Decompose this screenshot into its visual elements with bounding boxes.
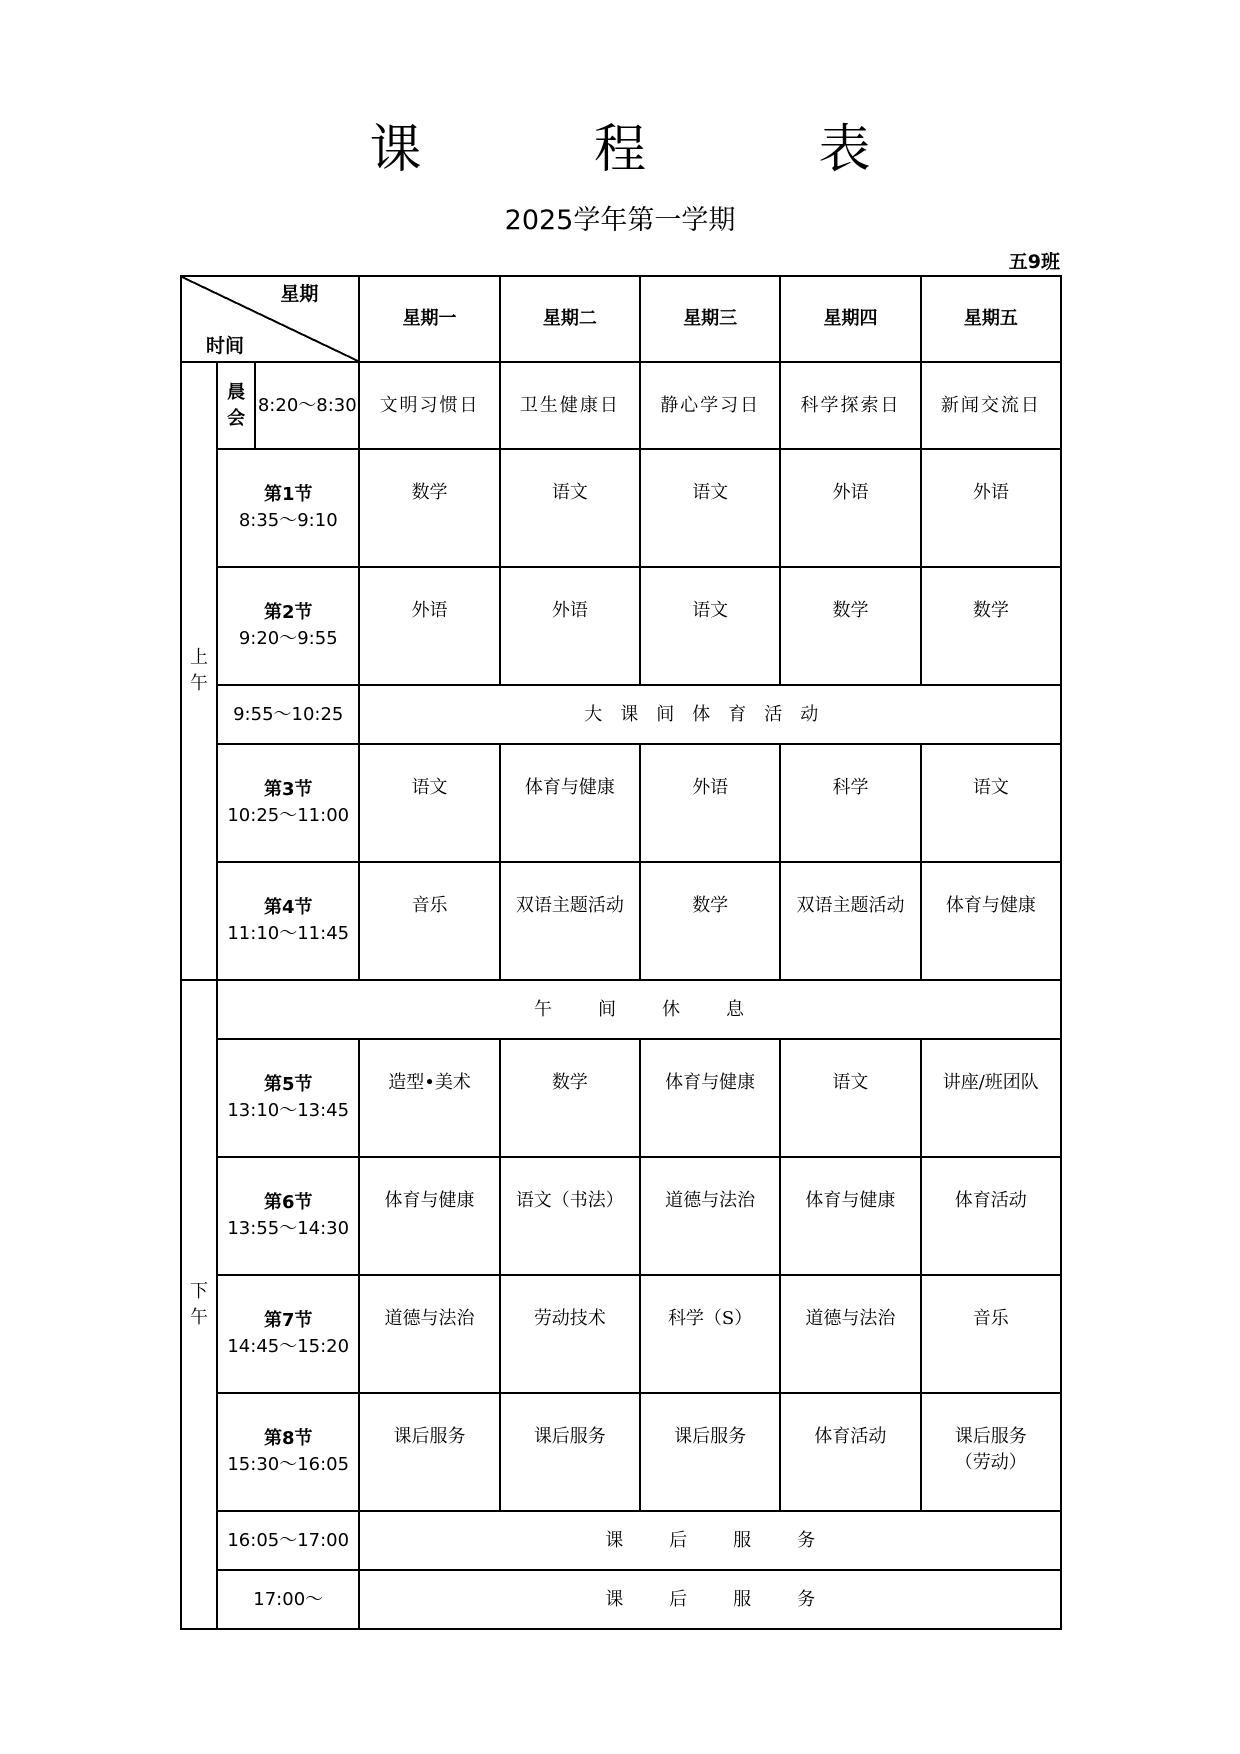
- day-header-wed: 星期三: [640, 276, 780, 362]
- subject-cell: 数学: [640, 862, 780, 980]
- semester-subtitle: 2025学年第一学期: [504, 205, 736, 236]
- subject-cell: 体育活动: [780, 1393, 920, 1511]
- subject-cell: 体育与健康: [500, 744, 640, 862]
- meeting-topic: 文明习惯日: [359, 362, 499, 449]
- subject-cell: 道德与法治: [640, 1157, 780, 1275]
- subject-cell: 体育活动: [921, 1157, 1061, 1275]
- subject-cell: 数学: [921, 567, 1061, 685]
- subject-cell: 音乐: [921, 1275, 1061, 1393]
- period-row: [181, 862, 1061, 980]
- timetable-afternoon: [180, 979, 1062, 1630]
- period-row: [181, 1275, 1061, 1393]
- subject-cell: 外语: [500, 567, 640, 685]
- after-school-label: 课后服务: [359, 1570, 1061, 1629]
- diagonal-header-cell: [181, 276, 359, 362]
- class-name: 五9班: [1008, 251, 1060, 273]
- timetable: [180, 275, 1062, 981]
- subject-cell: 语文: [640, 567, 780, 685]
- subject-cell: 体育与健康: [359, 1157, 499, 1275]
- after-school-label: 课后服务: [359, 1511, 1061, 1570]
- after-school-row: [181, 1570, 1061, 1629]
- period-label-cell: 第7节 14:45～15:20: [217, 1275, 359, 1393]
- period-row: [181, 1039, 1061, 1157]
- subject-cell: 科学: [780, 744, 920, 862]
- subject-cell: 劳动技术: [500, 1275, 640, 1393]
- morning-half-label: 上 午: [181, 362, 217, 980]
- day-header-fri: 星期五: [921, 276, 1061, 362]
- subject-cell: 语文: [500, 449, 640, 567]
- header-row: [181, 276, 1061, 362]
- afternoon-half-label: 下 午: [181, 980, 217, 1629]
- meeting-topic: 静心学习日: [640, 362, 780, 449]
- period-label-cell: 第1节 8:35～9:10: [217, 449, 359, 567]
- subject-cell: 课后服务 （劳动）: [921, 1393, 1061, 1511]
- period-row: [181, 1393, 1061, 1511]
- morning-meeting-time: 8:20～8:30: [255, 362, 359, 449]
- period-label-cell: 第3节 10:25～11:00: [217, 744, 359, 862]
- period-label-cell: 第4节 11:10～11:45: [217, 862, 359, 980]
- period-label-cell: 第2节 9:20～9:55: [217, 567, 359, 685]
- lunch-break-label: 午间休息: [217, 980, 1061, 1039]
- subject-cell: 双语主题活动: [780, 862, 920, 980]
- period-label-cell: 第5节 13:10～13:45: [217, 1039, 359, 1157]
- lunch-row: [181, 980, 1061, 1039]
- subject-cell: 外语: [359, 567, 499, 685]
- period-row: [181, 567, 1061, 685]
- subject-cell: 体育与健康: [640, 1039, 780, 1157]
- period-row: [181, 449, 1061, 567]
- subject-cell: 语文（书法）: [500, 1157, 640, 1275]
- big-break-label: 大课间体育活动: [359, 685, 1061, 744]
- subject-cell: 数学: [500, 1039, 640, 1157]
- subject-cell: 外语: [640, 744, 780, 862]
- subject-cell: 科学（S）: [640, 1275, 780, 1393]
- subject-cell: 课后服务: [640, 1393, 780, 1511]
- morning-meeting-label: 晨 会: [217, 362, 255, 449]
- subject-cell: 课后服务: [500, 1393, 640, 1511]
- subject-cell: 数学: [359, 449, 499, 567]
- big-break-row: [181, 685, 1061, 744]
- subject-cell: 双语主题活动: [500, 862, 640, 980]
- day-header-mon: 星期一: [359, 276, 499, 362]
- meeting-topic: 卫生健康日: [500, 362, 640, 449]
- subject-cell: 语文: [640, 449, 780, 567]
- period-label-cell: 第6节 13:55～14:30: [217, 1157, 359, 1275]
- page-title: 课 程 表: [369, 120, 949, 180]
- subject-cell: 数学: [780, 567, 920, 685]
- subject-cell: 外语: [780, 449, 920, 567]
- subject-cell: 道德与法治: [780, 1275, 920, 1393]
- subject-cell: 外语: [921, 449, 1061, 567]
- meeting-topic: 新闻交流日: [921, 362, 1061, 449]
- week-axis-label: 星期: [280, 283, 319, 305]
- subject-cell: 道德与法治: [359, 1275, 499, 1393]
- subject-cell: 讲座/班团队: [921, 1039, 1061, 1157]
- subject-cell: 语文: [921, 744, 1061, 862]
- subject-cell: 课后服务: [359, 1393, 499, 1511]
- subject-cell: 语文: [780, 1039, 920, 1157]
- after-school-time: 17:00～: [217, 1570, 359, 1629]
- time-axis-label: 时间: [206, 335, 245, 357]
- subject-cell: 体育与健康: [921, 862, 1061, 980]
- day-header-tue: 星期二: [500, 276, 640, 362]
- day-header-thu: 星期四: [780, 276, 920, 362]
- period-row: [181, 744, 1061, 862]
- after-school-row: [181, 1511, 1061, 1570]
- meeting-topic: 科学探索日: [780, 362, 920, 449]
- after-school-time: 16:05～17:00: [217, 1511, 359, 1570]
- morning-meeting-row: [181, 362, 1061, 449]
- subject-cell: 音乐: [359, 862, 499, 980]
- subject-cell: 造型•美术: [359, 1039, 499, 1157]
- period-row: [181, 1157, 1061, 1275]
- period-label-cell: 第8节 15:30～16:05: [217, 1393, 359, 1511]
- subject-cell: 语文: [359, 744, 499, 862]
- subject-cell: 体育与健康: [780, 1157, 920, 1275]
- big-break-time: 9:55～10:25: [217, 685, 359, 744]
